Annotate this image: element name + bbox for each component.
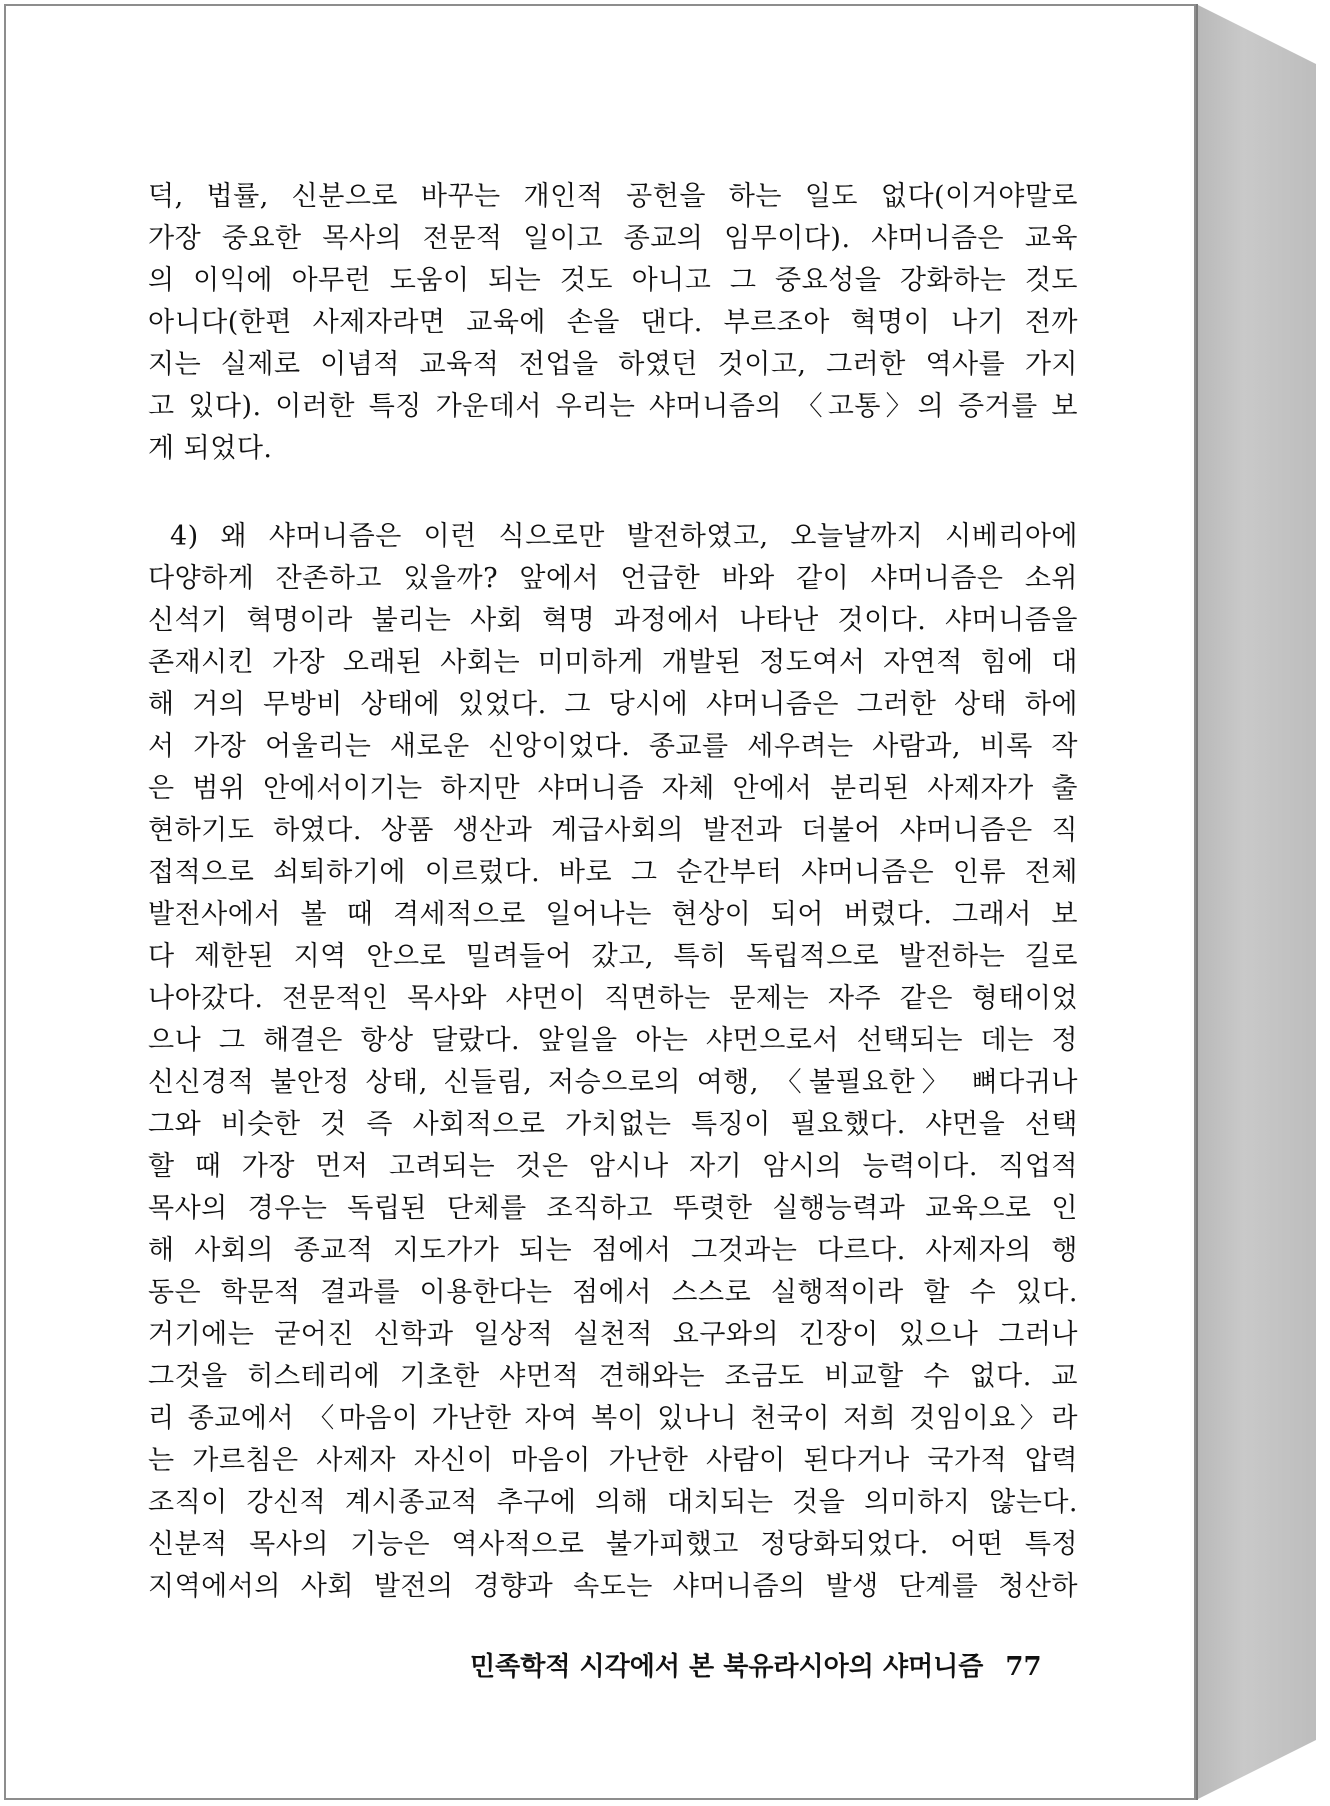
page-stack-shadow: [1196, 4, 1316, 1800]
text-line: 신분적 목사의 기능은 역사적으로 불가피했고 정당화되었다. 어떤 특정: [148, 1529, 1078, 1560]
page-number: 77: [1005, 1652, 1042, 1682]
text-line: 다 제한된 지역 안으로 밀려들어 갔고, 특히 독립적으로 발전하는 길로: [148, 941, 1078, 972]
text-line: 목사의 경우는 독립된 단체를 조직하고 뚜렷한 실행능력과 교육으로 인: [148, 1193, 1078, 1224]
running-title: 민족학적 시각에서 본 북유라시아의 샤머니즘: [470, 1652, 984, 1682]
text-line: 해 사회의 종교적 지도가가 되는 점에서 그것과는 다르다. 사제자의 행: [148, 1235, 1078, 1266]
text-line: 해 거의 무방비 상태에 있었다. 그 당시에 샤머니즘은 그러한 상태 하에: [148, 689, 1078, 720]
page-edge-line: [1196, 4, 1198, 1800]
paragraph-1: [148, 176, 1078, 470]
paragraph-2: [148, 516, 1078, 1608]
text-line: 은 범위 안에서이기는 하지만 샤머니즘 자체 안에서 분리된 사제자가 출: [148, 773, 1078, 804]
text-line: 덕, 법률, 신분으로 바꾸는 개인적 공헌을 하는 일도 없다(이거야말로: [148, 181, 1078, 212]
text-line: 나아갔다. 전문적인 목사와 샤먼이 직면하는 문제는 자주 같은 형태이었: [148, 983, 1078, 1014]
text-line: 존재시킨 가장 오래된 사회는 미미하게 개발된 정도여서 자연적 힘에 대: [148, 647, 1078, 678]
text-line: 의 이익에 아무런 도움이 되는 것도 아니고 그 중요성을 강화하는 것도: [148, 265, 1078, 296]
text-line: 게 되었다.: [148, 433, 273, 464]
text-line: 으나 그 해결은 항상 달랐다. 앞일을 아는 샤먼으로서 선택되는 데는 정: [148, 1025, 1078, 1056]
text-line: 그와 비슷한 것 즉 사회적으로 가치없는 특징이 필요했다. 샤먼을 선택: [148, 1109, 1078, 1140]
text-line: 그것을 히스테리에 기초한 샤먼적 견해와는 조금도 비교할 수 없다. 교: [148, 1361, 1078, 1392]
text-line: 거기에는 굳어진 신학과 일상적 실천적 요구와의 긴장이 있으나 그러나: [148, 1319, 1078, 1350]
text-line: 신신경적 불안정 상태, 신들림, 저승으로의 여행, 〈불필요한〉 뼈다귀나: [148, 1067, 1078, 1098]
text-line: 발전사에서 볼 때 격세적으로 일어나는 현상이 되어 버렸다. 그래서 보: [148, 899, 1078, 930]
text-line: 조직이 강신적 계시종교적 추구에 의해 대치되는 것을 의미하지 않는다.: [148, 1487, 1078, 1518]
text-line: 할 때 가장 먼저 고려되는 것은 암시나 자기 암시의 능력이다. 직업적: [148, 1151, 1078, 1182]
text-line: 다양하게 잔존하고 있을까? 앞에서 언급한 바와 같이 샤머니즘은 소위: [148, 563, 1078, 594]
text-line: 가장 중요한 목사의 전문적 일이고 종교의 임무이다). 샤머니즘은 교육: [148, 223, 1078, 254]
text-line: 서 가장 어울리는 새로운 신앙이었다. 종교를 세우려는 사람과, 비록 작: [148, 731, 1078, 762]
text-line: 현하기도 하였다. 상품 생산과 계급사회의 발전과 더불어 샤머니즘은 직: [148, 815, 1078, 846]
running-footer: [470, 1646, 1050, 1683]
text-line: 리 종교에서 〈마음이 가난한 자여 복이 있나니 천국이 저희 것임이요〉라: [148, 1403, 1078, 1434]
text-line: 4) 왜 샤머니즘은 이런 식으로만 발전하였고, 오늘날까지 시베리아에: [170, 521, 1078, 552]
text-line: 지역에서의 사회 발전의 경향과 속도는 샤머니즘의 발생 단계를 청산하: [148, 1571, 1078, 1602]
text-line: 신석기 혁명이라 불리는 사회 혁명 과정에서 나타난 것이다. 샤머니즘을: [148, 605, 1078, 636]
text-line: 아니다(한편 사제자라면 교육에 손을 댄다. 부르조아 혁명이 나기 전까: [148, 307, 1078, 338]
text-line: 동은 학문적 결과를 이용한다는 점에서 스스로 실행적이라 할 수 있다.: [148, 1277, 1078, 1308]
text-line: 접적으로 쇠퇴하기에 이르렀다. 바로 그 순간부터 샤머니즘은 인류 전체: [148, 857, 1078, 888]
text-line: 는 가르침은 사제자 자신이 마음이 가난한 사람이 된다거나 국가적 압력: [148, 1445, 1078, 1476]
text-line: 고 있다). 이러한 특징 가운데서 우리는 샤머니즘의 〈고통〉의 증거를 보: [148, 391, 1078, 422]
text-line: 지는 실제로 이념적 교육적 전업을 하였던 것이고, 그러한 역사를 가지: [148, 349, 1078, 380]
